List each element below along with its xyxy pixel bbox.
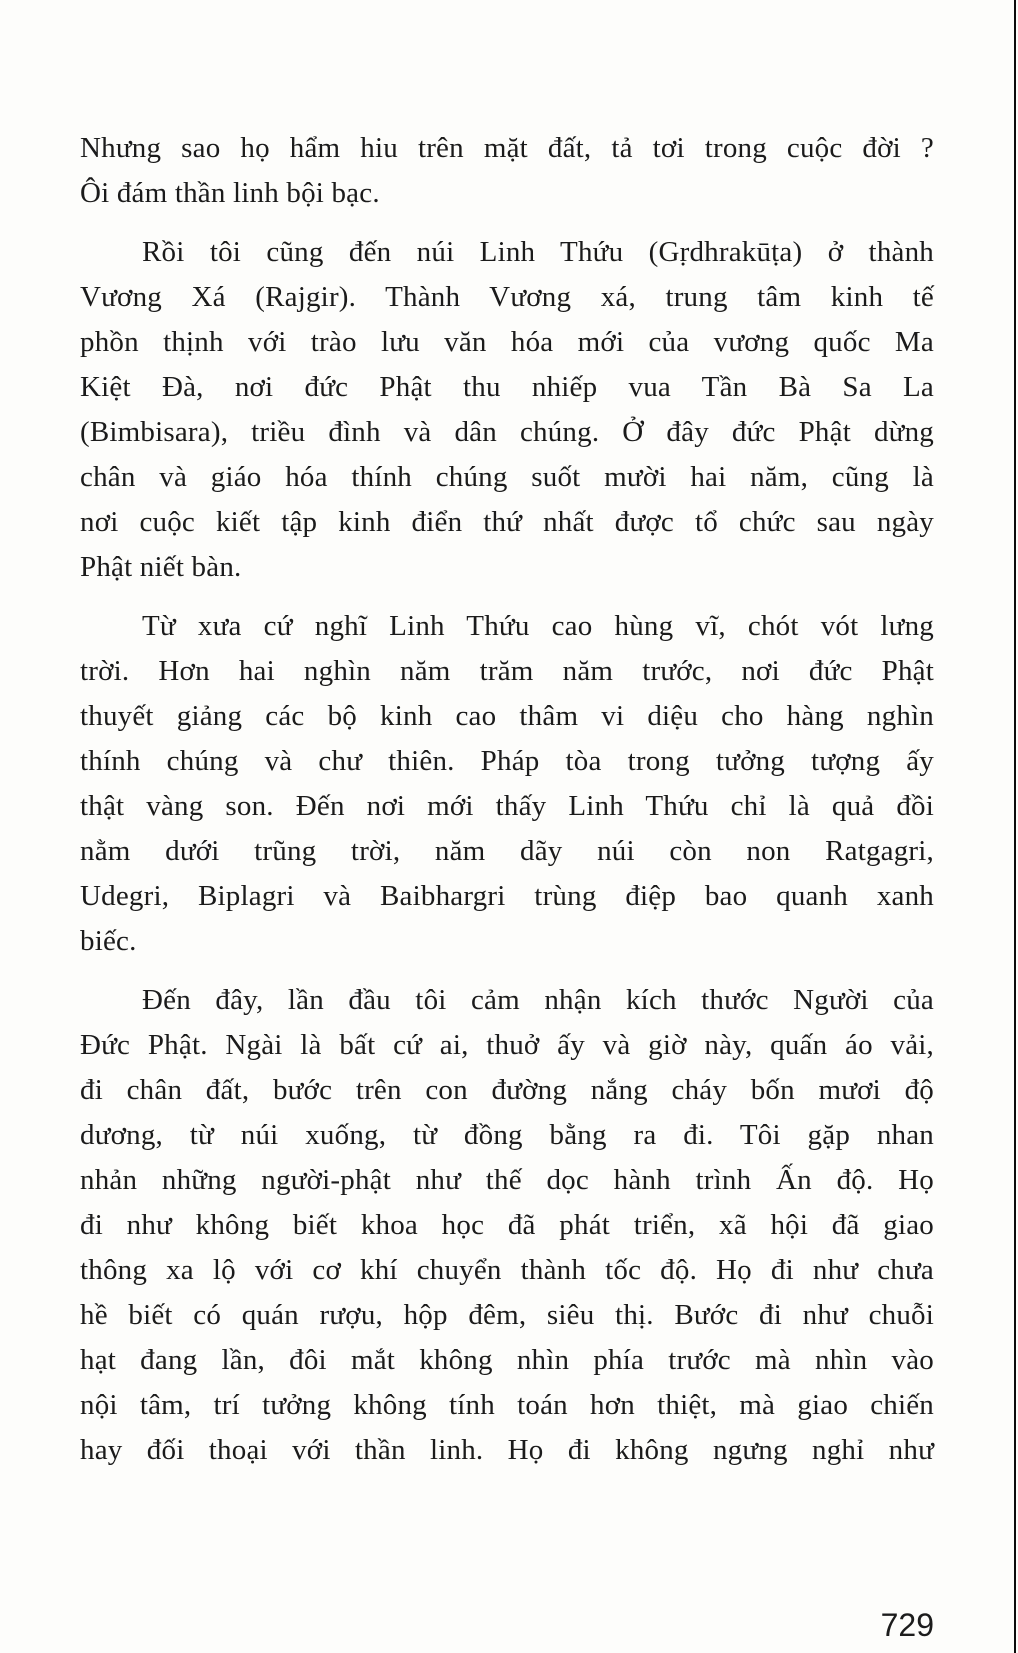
text-line: nội tâm, trí tưởng không tính toán hơn thiệt, mà giao chiến xyxy=(80,1389,934,1421)
text-line: phồn thịnh với trào lưu văn hóa mới của vương quốc Ma xyxy=(80,326,934,358)
text-line: Udegri, Biplagri và Baibhargri trùng điệp bao quanh xanh xyxy=(80,880,934,912)
text-line: nhản những người-phật như thế dọc hành trình Ấn độ. Họ xyxy=(80,1164,934,1196)
text-line: nơi cuộc kiết tập kinh điển thứ nhất được tổ chức sau ngày xyxy=(80,506,934,538)
text-line: trời. Hơn hai nghìn năm trăm năm trước, nơi đức Phật xyxy=(80,655,934,687)
text-line: Nhưng sao họ hẩm hiu trên mặt đất, tả tơi trong cuộc đời ? xyxy=(80,132,934,164)
text-line: đi chân đất, bước trên con đường nắng cháy bốn mươi độ xyxy=(80,1074,934,1106)
text-line: Kiệt Đà, nơi đức Phật thu nhiếp vua Tần Bà Sa La xyxy=(80,371,934,403)
text-line: (Bimbisara), triều đình và dân chúng. Ở đây đức Phật dừng xyxy=(80,416,934,448)
text-line: Đức Phật. Ngài là bất cứ ai, thuở ấy và giờ này, quấn áo vải, xyxy=(80,1029,934,1061)
text-line: Vương Xá (Rajgir). Thành Vương xá, trung tâm kinh tế xyxy=(80,281,934,313)
text-line: Đến đây, lần đầu tôi cảm nhận kích thước Người của xyxy=(142,984,934,1016)
text-line: đi như không biết khoa học đã phát triển, xã hội đã giao xyxy=(80,1209,934,1241)
text-line: nằm dưới trũng trời, năm dãy núi còn non Ratgagri, xyxy=(80,835,934,867)
page-number: 729 xyxy=(880,1607,934,1643)
text-line: biếc. xyxy=(80,925,137,957)
paragraph xyxy=(80,604,934,964)
text-line: hay đối thoại với thần linh. Họ đi không ngưng nghỉ như xyxy=(80,1434,934,1466)
body-text xyxy=(80,126,934,1473)
scan-edge-line xyxy=(1014,0,1016,1653)
paragraph xyxy=(80,230,934,590)
text-line: chân và giáo hóa thính chúng suốt mười hai năm, cũng là xyxy=(80,461,934,493)
text-line: hề biết có quán rượu, hộp đêm, siêu thị. Bước đi như chuỗi xyxy=(80,1299,934,1331)
text-line: thông xa lộ với cơ khí chuyển thành tốc độ. Họ đi như chưa xyxy=(80,1254,934,1286)
paragraph xyxy=(80,978,934,1473)
text-line: hạt đang lần, đôi mắt không nhìn phía trước mà nhìn vào xyxy=(80,1344,934,1376)
text-line: dương, từ núi xuống, từ đồng bằng ra đi. Tôi gặp nhan xyxy=(80,1119,934,1151)
paragraph xyxy=(80,126,934,216)
text-line: Phật niết bàn. xyxy=(80,551,242,583)
text-line: Rồi tôi cũng đến núi Linh Thứu (Gṛdhrakūṭa) ở thành xyxy=(142,236,934,268)
text-line: thuyết giảng các bộ kinh cao thâm vi diệu cho hàng nghìn xyxy=(80,700,934,732)
text-line: thính chúng và chư thiên. Pháp tòa trong tưởng tượng ấy xyxy=(80,745,934,777)
text-line: Ôi đám thần linh bội bạc. xyxy=(80,177,380,209)
text-line: Từ xưa cứ nghĩ Linh Thứu cao hùng vĩ, chót vót lưng xyxy=(142,610,934,642)
text-line: thật vàng son. Đến nơi mới thấy Linh Thứu chỉ là quả đồi xyxy=(80,790,934,822)
